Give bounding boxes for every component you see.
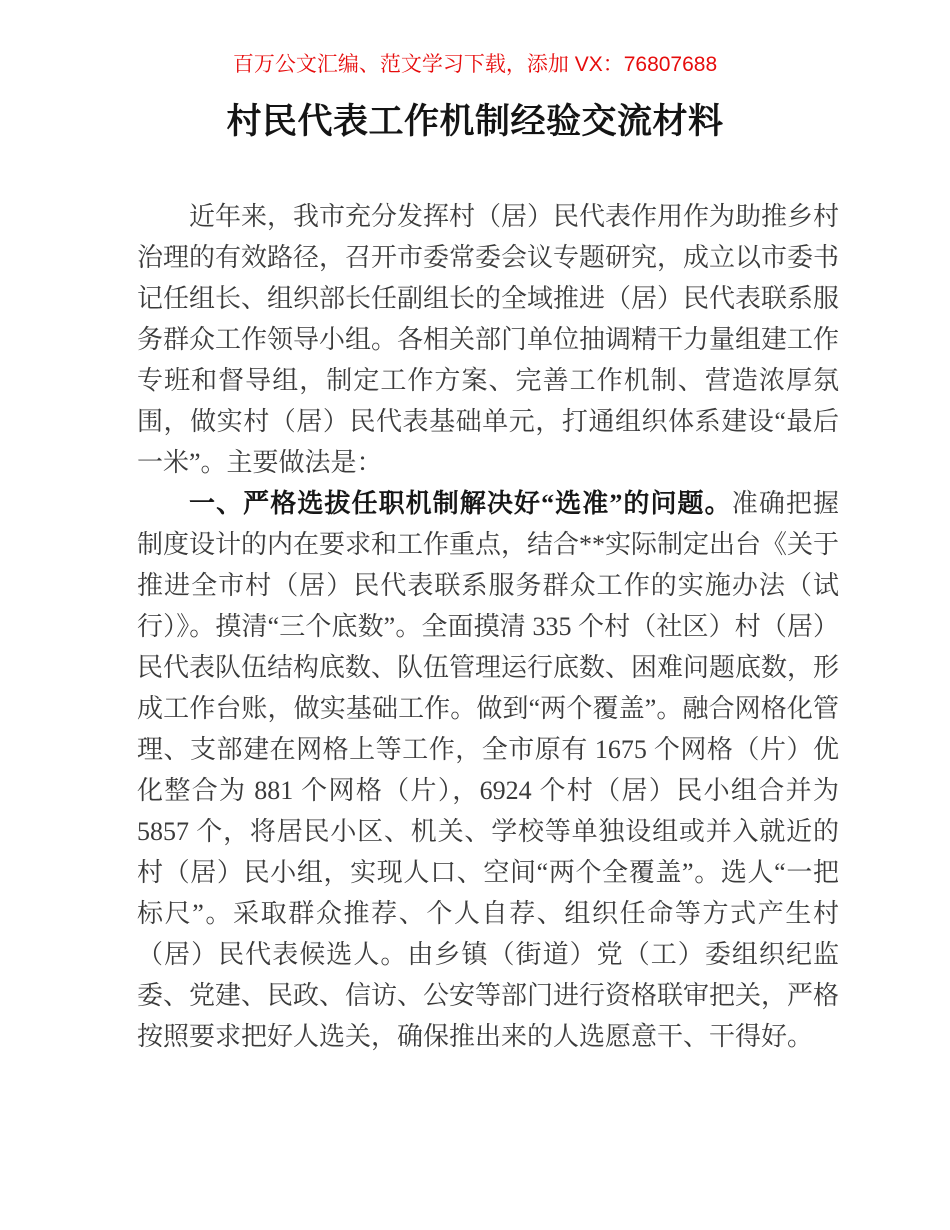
paragraph-intro — [137, 196, 839, 483]
document-title: 村民代表工作机制经验交流材料 — [226, 102, 724, 141]
paragraph-section-1 — [137, 483, 839, 1057]
document-body — [137, 196, 839, 1057]
promo-banner: 百万公文汇编、范文学习下载，添加 VX：76807688 — [232, 53, 718, 76]
paragraph-intro-text: 近年来，我市充分发挥村（居）民代表作用作为助推乡村治理的有效路径，召开市委常委会议专题研究，成立以市委书记任组长、组织部长任副组长的全域推进（居）民代表联系服务群众工作领导小组。各相关部门单位抽调精干力量组建工作专班和督导组，制定工作方案、完善工作机制、营造浓厚氛围，做实村（居）民代表基础单元，打通组织体系建设“最后一米”。主要做法是： — [137, 202, 840, 477]
section-1-text: 准确把握制度设计的内在要求和工作重点，结合**实际制定出台《关于推进全市村（居）民代表联系服务群众工作的实施办法（试行）》。摸清“三个底数”。全面摸清 335 个村（社区）村（居）民代表队伍结构底数、队伍管理运行底数、困难问题底数，形成工作台账，做实基础工作。做到“两个覆盖”。融合网格化管理、支部建在网格上等工作，全市原有 1675 个网格（片）优化整合为 881 个网格（片），6924 个村（居）民小组合并为 5857 个，将居民小区、机关、学校等单独设组或并入就近的村（居）民小组，实现人口、空间“两个全覆盖”。选人“一把标尺”。采取群众推荐、个人自荐、组织任命等方式产生村（居）民代表候选人。由乡镇（街道）党（工）委组织纪监委、党建、民政、信访、公安等部门进行资格联审把关，严格按照要求把好人选关，确保推出来的人选愿意干、干得好。 — [137, 489, 840, 1051]
section-1-heading: 一、严格选拔任职机制解决好“选准”的问题。 — [189, 489, 732, 518]
